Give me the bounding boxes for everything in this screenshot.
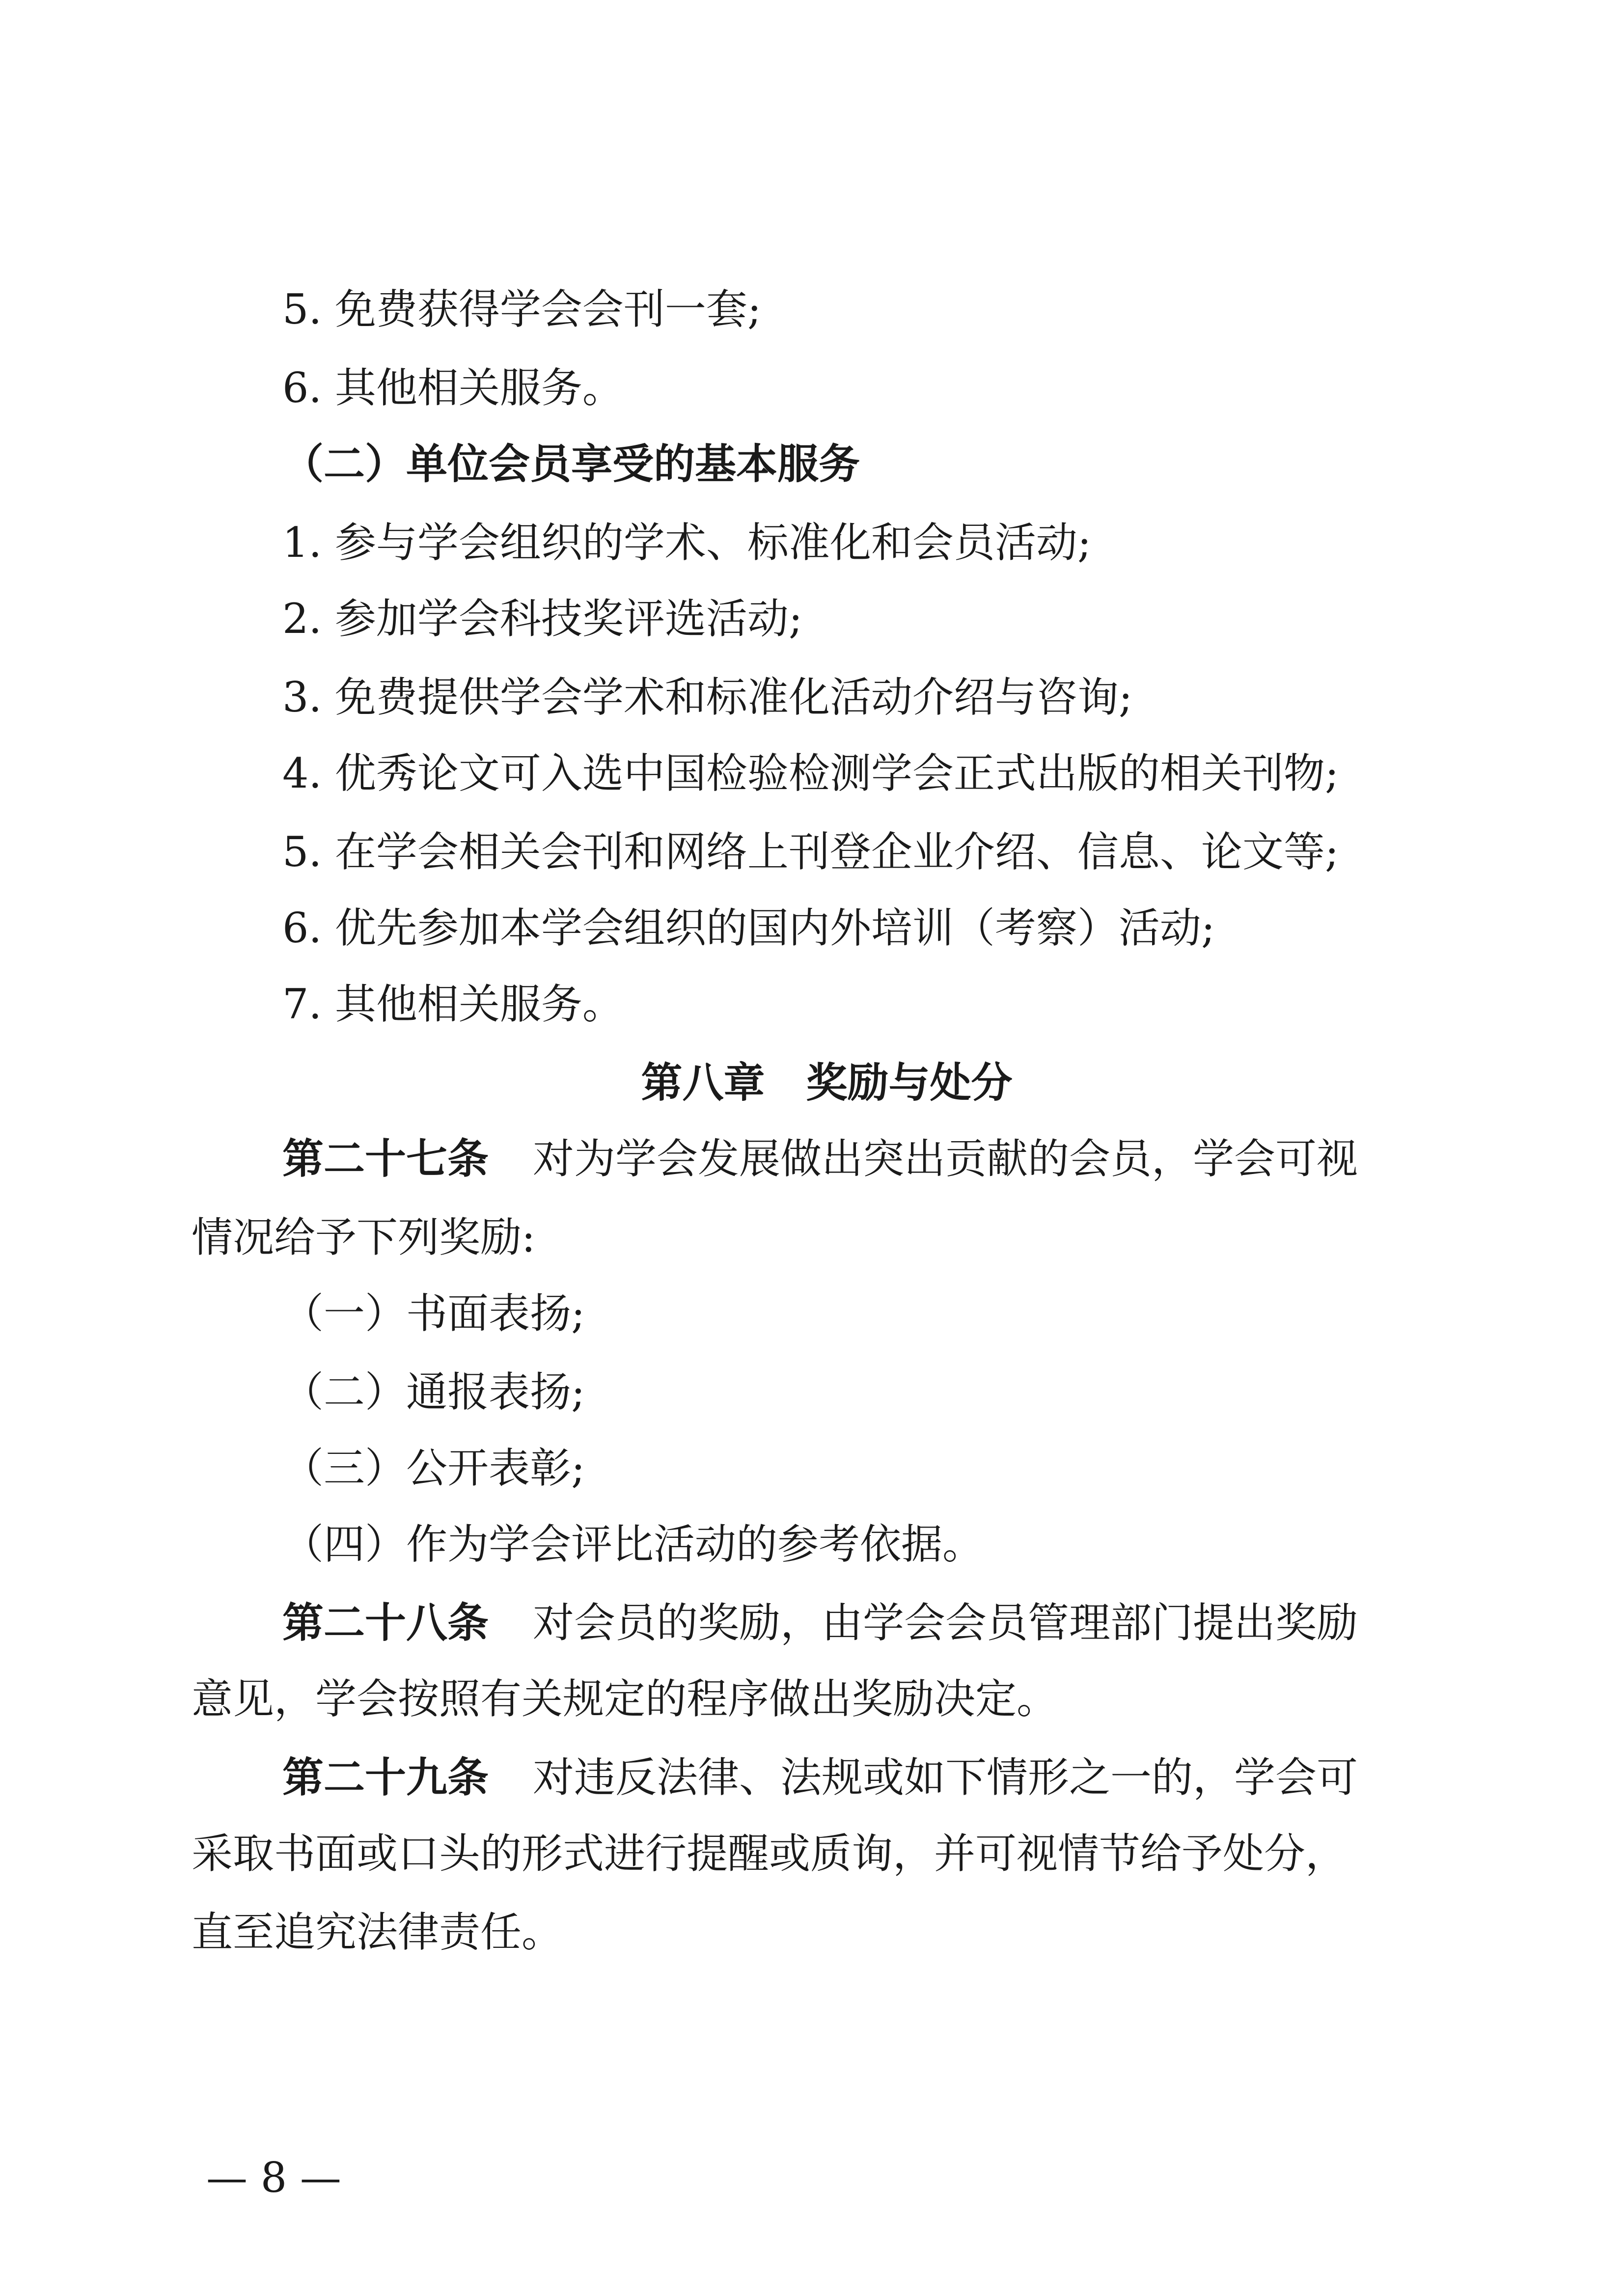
unit-benefit-item: 5. 在学会相关会刊和网络上刊登企业介绍、信息、论文等; (282, 828, 1339, 876)
article-text: 对为学会发展做出突出贡献的会员，学会可视 (533, 1135, 1358, 1183)
page-number: — 8 — (206, 2154, 341, 2202)
article-28-continuation: 意见，学会按照有关规定的程序做出奖励决定。 (192, 1675, 1058, 1723)
article-27-line (0, 1124, 1624, 1193)
unit-benefit-item: 6. 优先参加本学会组织的国内外培训（考察）活动; (282, 904, 1215, 952)
unit-benefit-item: 2. 参加学会科技奖评选活动; (282, 595, 803, 643)
reward-item: （四）作为学会评比活动的参考依据。 (282, 1520, 984, 1568)
reward-item: （三）公开表彰; (282, 1444, 585, 1492)
benefit-item: 5. 免费获得学会会刊一套; (282, 285, 762, 333)
unit-benefit-item: 3. 免费提供学会学术和标准化活动介绍与咨询; (282, 673, 1133, 721)
benefit-item: 6. 其他相关服务。 (282, 364, 624, 412)
article-label: 第二十八条 (282, 1599, 489, 1647)
article-label: 第二十七条 (282, 1135, 489, 1183)
unit-benefit-item: 7. 其他相关服务。 (282, 980, 624, 1028)
article-27-continuation: 情况给予下列奖励: (192, 1213, 536, 1261)
article-text: 对违反法律、法规或如下情形之一的，学会可 (533, 1753, 1358, 1802)
article-label: 第二十九条 (282, 1753, 489, 1802)
article-29-continuation: 采取书面或口头的形式进行提醒或质询，并可视情节给予处分， (192, 1830, 1347, 1878)
article-29-continuation: 直至追究法律责任。 (192, 1908, 563, 1956)
article-text: 对会员的奖励，由学会会员管理部门提出奖励 (533, 1599, 1358, 1647)
reward-item: （二）通报表扬; (282, 1368, 585, 1416)
unit-benefit-item: 1. 参与学会组织的学术、标准化和会员活动; (282, 519, 1092, 567)
chapter-title: 第八章 奖励与处分 (641, 1059, 1013, 1107)
article-29-line (0, 1743, 1624, 1812)
reward-item: （一）书面表扬; (282, 1289, 585, 1338)
article-28-line (0, 1588, 1624, 1657)
unit-benefit-item: 4. 优秀论文可入选中国检验检测学会正式出版的相关刊物; (282, 749, 1339, 797)
section-heading: （二）单位会员享受的基本服务 (282, 440, 860, 488)
